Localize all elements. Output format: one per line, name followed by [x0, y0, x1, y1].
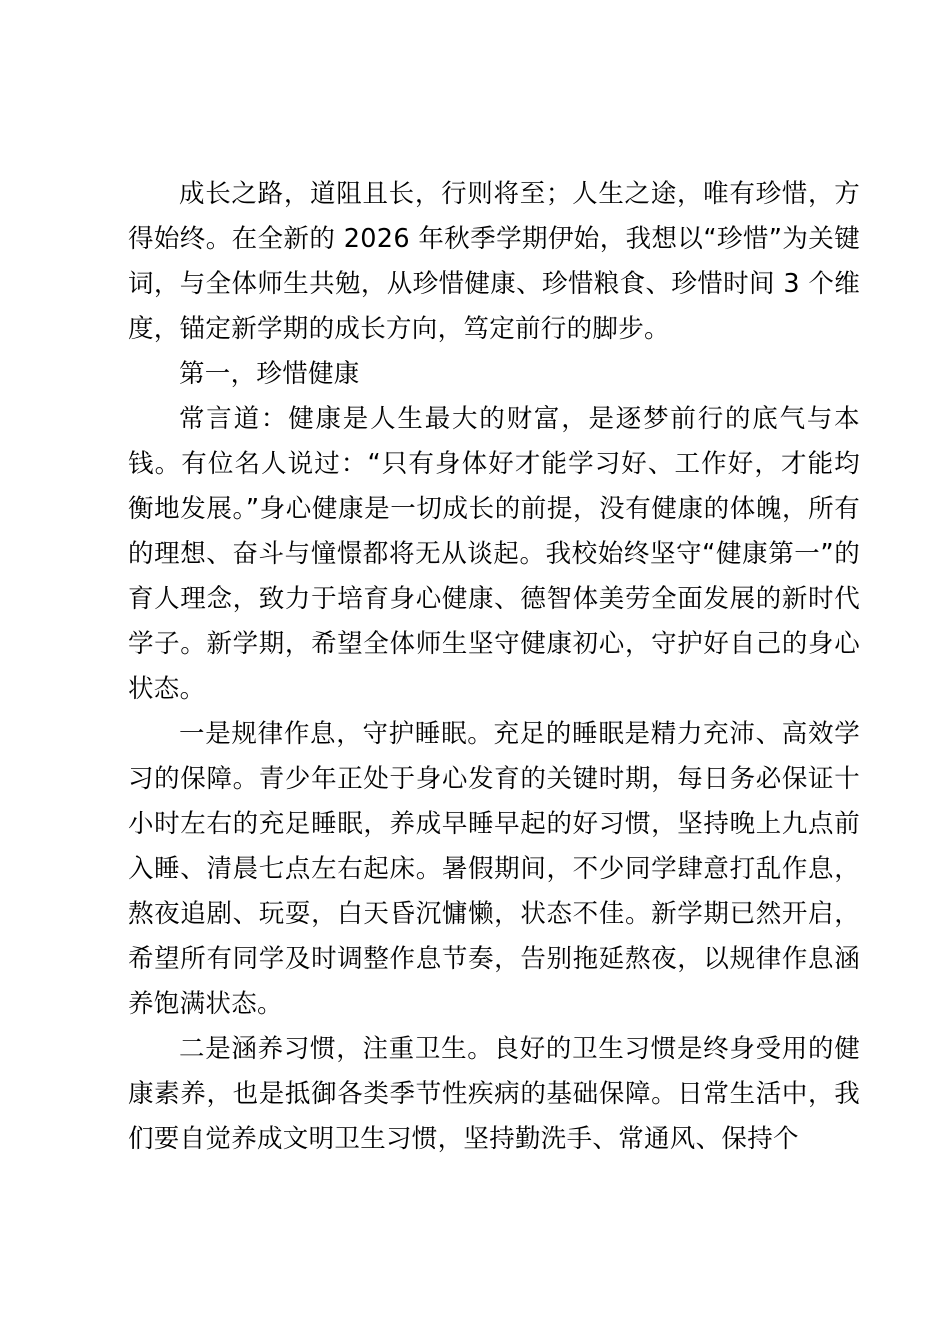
paragraph-intro: 成长之路，道阻且长，行则将至；人生之途，唯有珍惜，方得始终。在全新的 2026 年秋季学期伊始，我想以“珍惜”为关键词，与全体师生共勉，从珍惜健康、珍惜粮食、珍惜时间 3 个维度，锚定新学期的成长方向，笃定前行的脚步。: [128, 179, 860, 344]
paragraph-hygiene: 二是涵养习惯，注重卫生。良好的卫生习惯是终身受用的健康素养，也是抵御各类季节性疾病的基础保障。日常生活中，我们要自觉养成文明卫生习惯，坚持勤洗手、常通风、保持个: [128, 1034, 860, 1154]
document-body: [128, 172, 860, 1162]
section-heading: 第一，珍惜健康: [179, 359, 360, 389]
paragraph-sleep: 一是规律作息，守护睡眠。充足的睡眠是精力充沛、高效学习的保障。青少年正处于身心发育的关键时期，每日务必保证十小时左右的充足睡眠，养成早睡早起的好习惯，坚持晚上九点前入睡、清晨七点左右起床。暑假期间，不少同学肆意打乱作息，熬夜追剧、玩耍，白天昏沉慵懒，状态不佳。新学期已然开启，希望所有同学及时调整作息节奏，告别拖延熬夜，以规律作息涵养饱满状态。: [128, 719, 860, 1019]
paragraph-health: 常言道：健康是人生最大的财富，是逐梦前行的底气与本钱。有位名人说过：“只有身体好才能学习好、工作好，才能均衡地发展。”身心健康是一切成长的前提，没有健康的体魄，所有的理想、奋斗与憧憬都将无从谈起。我校始终坚守“健康第一”的育人理念，致力于培育身心健康、德智体美劳全面发展的新时代学子。新学期，希望全体师生坚守健康初心，守护好自己的身心状态。: [128, 404, 860, 704]
